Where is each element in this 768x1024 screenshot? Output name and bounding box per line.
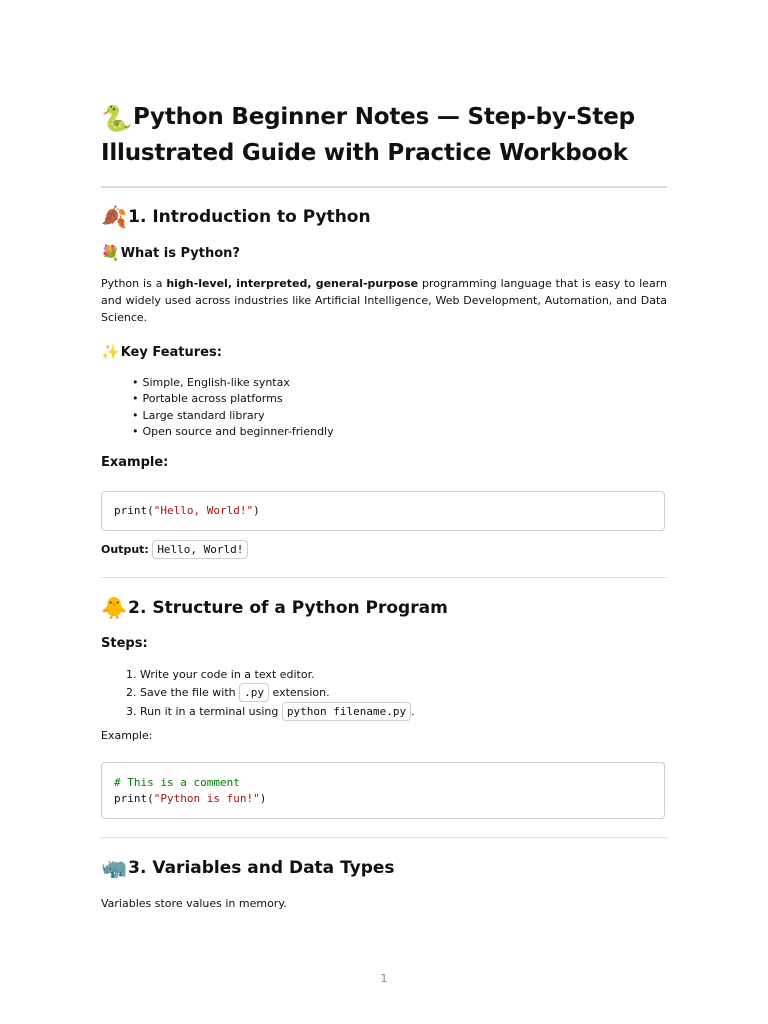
rhino-icon: 🦏 — [101, 856, 128, 880]
example-text: Example: — [101, 729, 153, 742]
what-is-python-text: What is Python? — [120, 246, 240, 261]
list-item: • Simple, English-like syntax — [132, 375, 334, 391]
page-number: 1 — [380, 972, 388, 985]
step-text: 2. Save the file with — [126, 686, 240, 699]
inline-code: .py — [239, 683, 269, 702]
list-item: • Large standard library — [132, 408, 334, 424]
document-title — [101, 100, 667, 170]
step-text: . — [411, 705, 415, 718]
list-item: 1. Write your code in a text editor. — [126, 668, 315, 681]
code-comment: # This is a comment — [114, 776, 240, 789]
intro-bold-text: high-level, interpreted, general-purpose — [166, 277, 419, 290]
what-is-python-heading — [101, 243, 240, 264]
code-block — [101, 491, 665, 531]
divider — [101, 186, 667, 188]
output-label: Output: — [101, 543, 149, 556]
section-3-heading-text: 3. Variables and Data Types — [128, 858, 395, 878]
leaves-icon: 🍂 — [101, 205, 128, 229]
steps-label: Steps: — [101, 636, 148, 651]
list-item: • Open source and beginner-friendly — [132, 424, 334, 440]
output-line — [101, 540, 667, 560]
list-item: • Portable across platforms — [132, 391, 334, 407]
output-value: Hello, World! — [152, 540, 248, 559]
code-token: ) — [259, 792, 267, 805]
section-2-heading — [101, 596, 448, 620]
list-item — [126, 702, 415, 721]
example-label: Example: — [101, 455, 169, 470]
section-2-heading-text: 2. Structure of a Python Program — [128, 598, 448, 618]
code-string: "Hello, World!" — [153, 504, 254, 517]
section-1-heading-text: 1. Introduction to Python — [128, 207, 371, 227]
document-title-text: Python Beginner Notes — Step-by-Step Illustrated Guide with Practice Workbook — [101, 104, 635, 166]
step-text: 3. Run it in a terminal using — [126, 705, 282, 718]
variables-paragraph: Variables store values in memory. — [101, 897, 287, 910]
section-1-heading — [101, 205, 371, 229]
section-3-heading — [101, 856, 395, 880]
bouquet-icon: 💐 — [101, 244, 120, 262]
chick-icon: 🐥 — [101, 596, 128, 620]
divider — [101, 577, 667, 578]
step-text: extension. — [269, 686, 330, 699]
sparkles-icon: ✨ — [101, 343, 120, 361]
code-token: ) — [253, 504, 260, 517]
code-block — [101, 762, 665, 819]
code-string: "Python is fun!" — [153, 792, 260, 805]
code-token: print( — [114, 792, 154, 805]
list-item — [126, 683, 415, 702]
divider — [101, 837, 667, 838]
features-list — [132, 375, 334, 441]
steps-list — [126, 666, 415, 721]
key-features-heading — [101, 342, 222, 363]
code-token: print( — [114, 504, 154, 517]
intro-text-start: Python is a — [101, 277, 167, 290]
intro-paragraph — [101, 275, 667, 326]
inline-code: python filename.py — [282, 702, 411, 721]
snake-icon: 🐍 — [101, 104, 132, 133]
key-features-text: Key Features: — [120, 345, 222, 360]
intro-text-end: programming language that is easy to learn and widely used across industries like Artificial Intelligence, Web Development, Automation, and Data Science. — [101, 277, 667, 324]
